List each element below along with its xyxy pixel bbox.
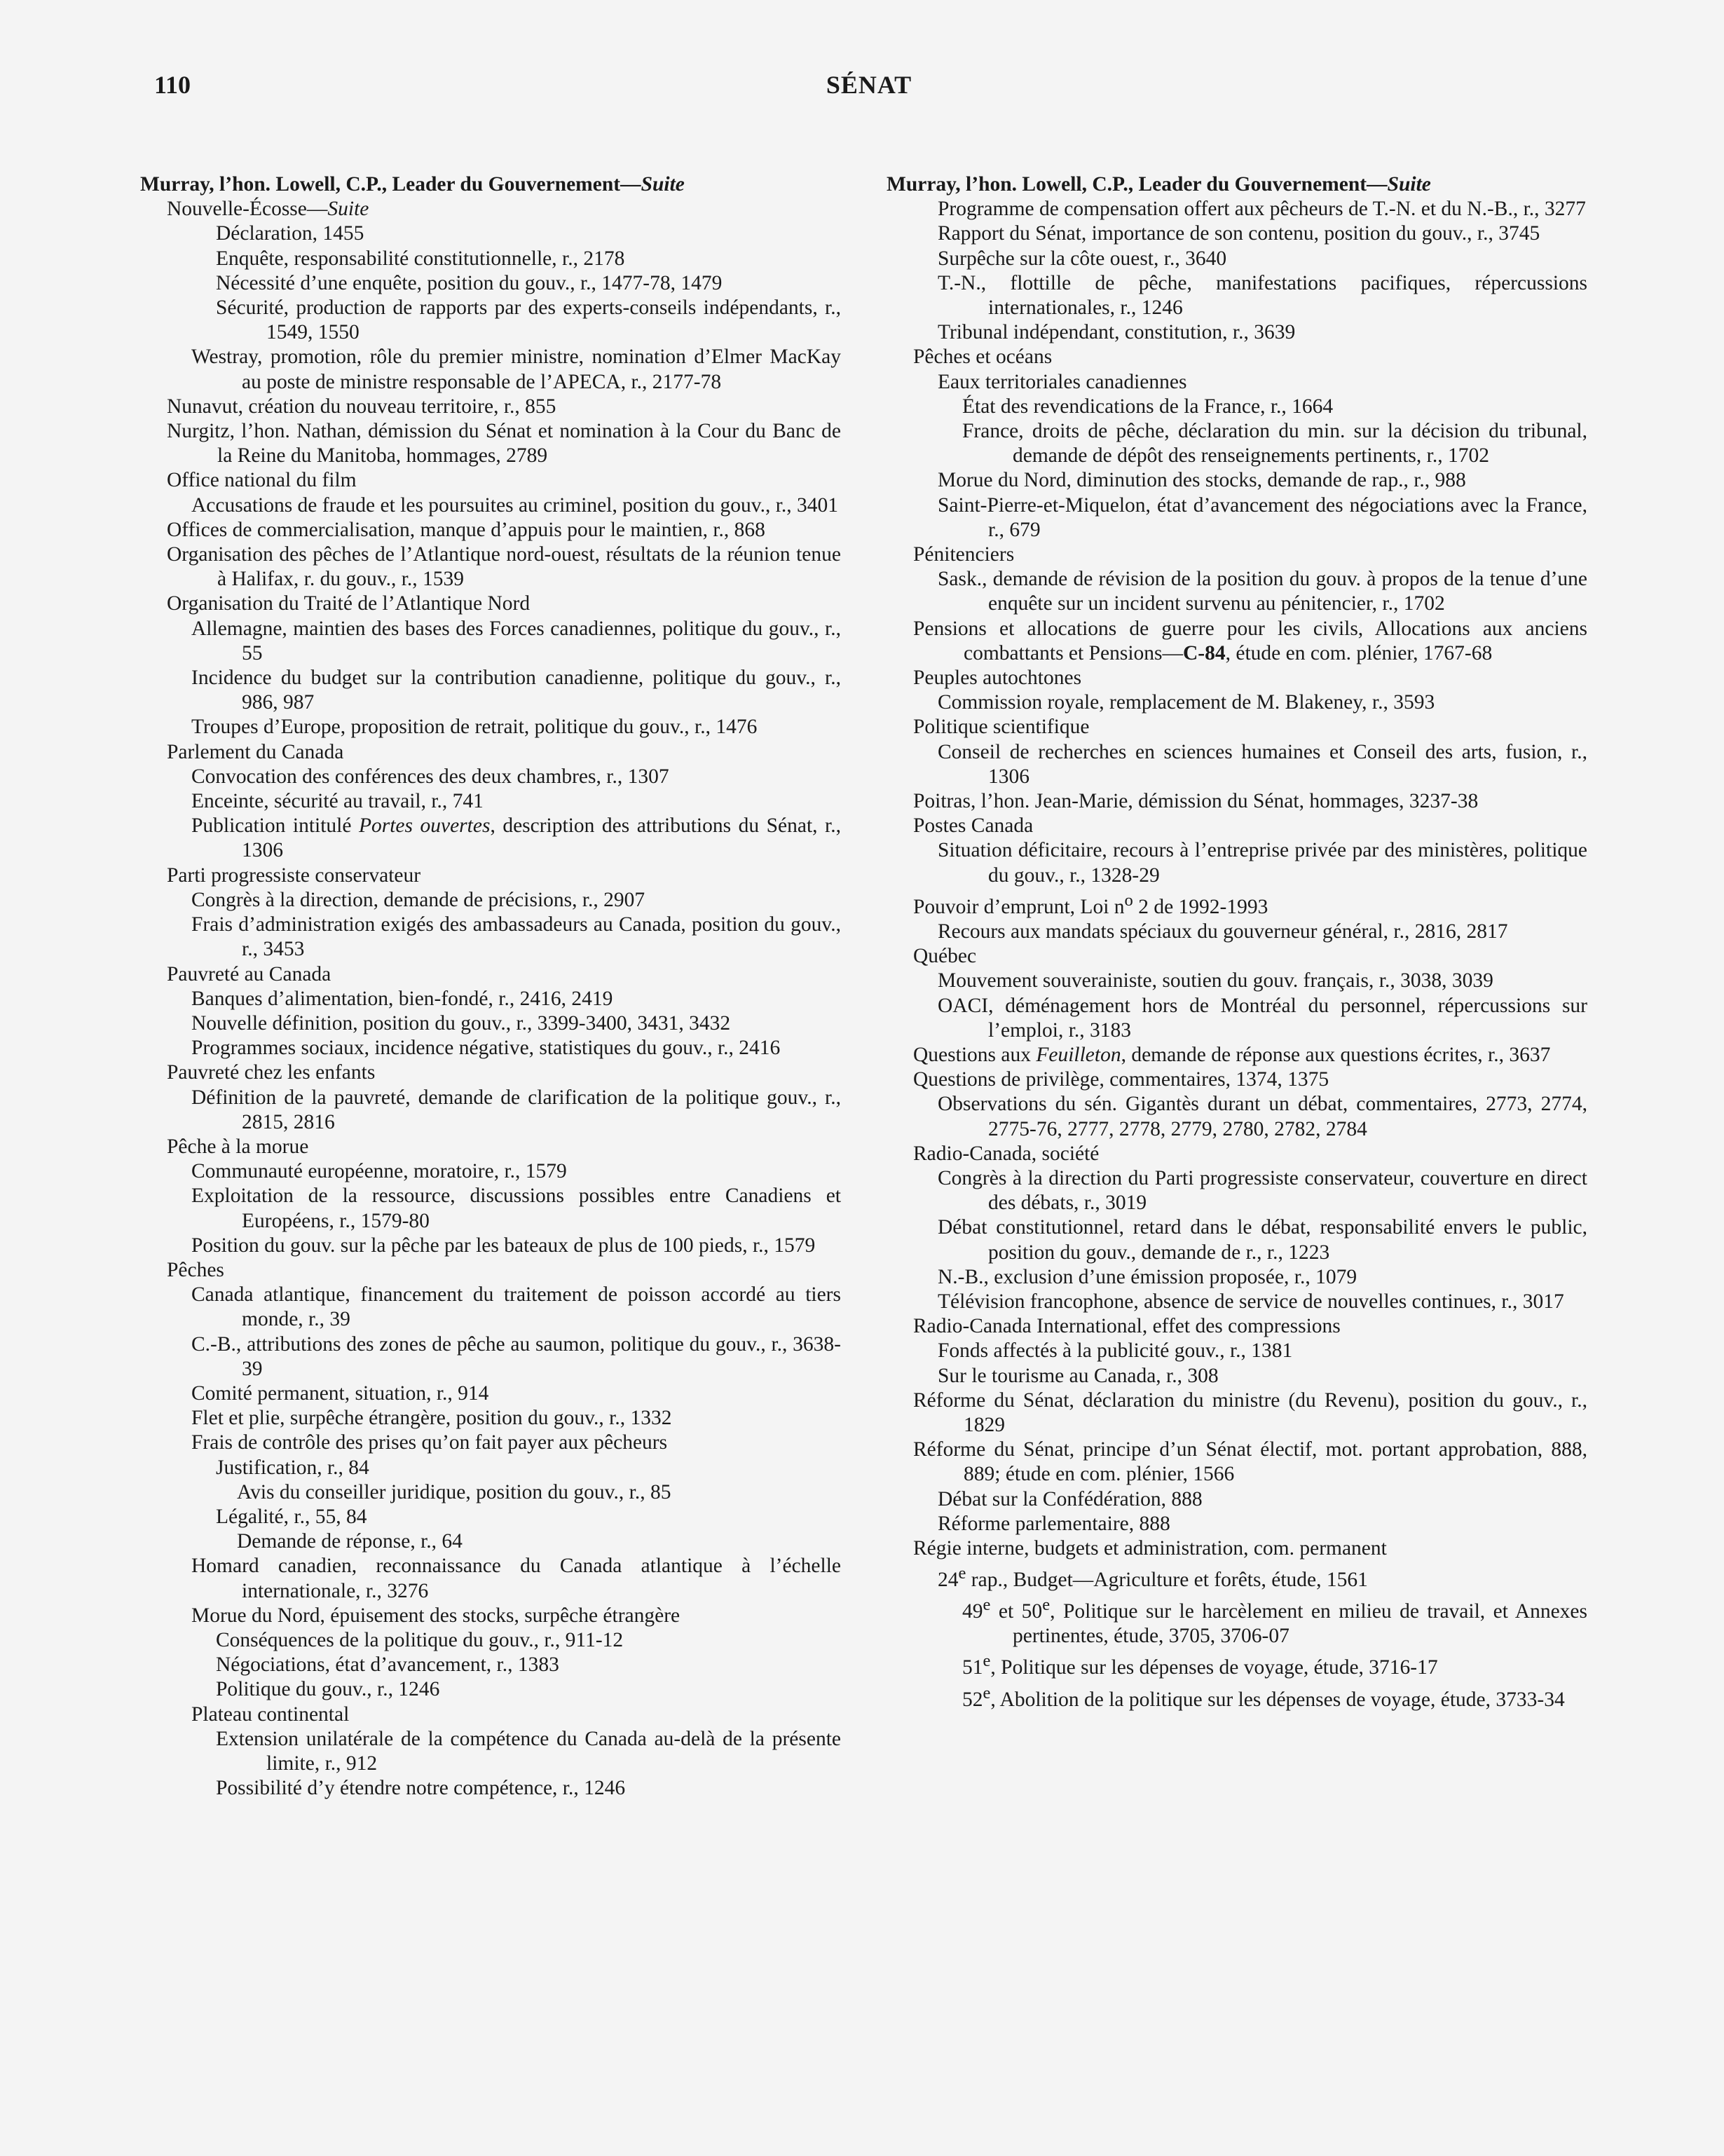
index-entry: Frais d’administration exigés des ambassadeurs au Canada, position du gouv., r., 3453: [191, 913, 841, 961]
index-entry: Pauvreté au Canada: [167, 962, 331, 985]
index-entry: Nécessité d’une enquête, position du gouv., r., 1477-78, 1479: [216, 271, 723, 294]
index-entry: Murray, l’hon. Lowell, C.P., Leader du Gouvernement—Suite: [887, 173, 1431, 196]
index-entry: Demande de réponse, r., 64: [237, 1530, 463, 1553]
index-entry: Pensions et allocations de guerre pour les civils, Allocations aux anciens combattants et Pensions—C-84, étude en com. plénier, 1767-68: [913, 617, 1587, 664]
index-entry: Organisation des pêches de l’Atlantique nord-ouest, résultats de la réunion tenue à Halifax, r. du gouv., r., 1539: [167, 543, 841, 591]
index-entry: Frais de contrôle des prises qu’on fait payer aux pêcheurs: [191, 1431, 668, 1454]
index-entry: Canada atlantique, financement du traitement de poisson accordé au tiers monde, r., 39: [191, 1283, 841, 1331]
index-entry: Télévision francophone, absence de service de nouvelles continues, r., 3017: [938, 1290, 1564, 1313]
index-entry: Fonds affectés à la publicité gouv., r., 1381: [938, 1339, 1293, 1363]
page-number: 110: [154, 71, 191, 99]
index-entry: Comité permanent, situation, r., 914: [191, 1381, 489, 1405]
index-entry: Possibilité d’y étendre notre compétence, r., 1246: [216, 1777, 626, 1800]
index-entry: Congrès à la direction, demande de précisions, r., 2907: [191, 888, 645, 911]
index-entry: Murray, l’hon. Lowell, C.P., Leader du Gouvernement—Suite: [140, 173, 685, 196]
index-entry: Commission royale, remplacement de M. Blakeney, r., 3593: [938, 691, 1435, 714]
index-entry: Négociations, état d’avancement, r., 1383: [216, 1653, 559, 1677]
index-entry: Sécurité, production de rapports par des experts-conseils indépendants, r., 1549, 1550: [216, 296, 841, 344]
index-entry: Questions aux Feuilleton, demande de réponse aux questions écrites, r., 3637: [913, 1043, 1551, 1066]
index-entry: Conséquences de la politique du gouv., r., 911-12: [216, 1628, 624, 1651]
index-entry: Allemagne, maintien des bases des Forces canadiennes, politique du gouv., r., 55: [191, 617, 841, 664]
index-entry: Eaux territoriales canadiennes: [938, 370, 1187, 393]
index-entry: OACI, déménagement hors de Montréal du personnel, répercussions sur l’emploi, r., 3183: [938, 994, 1587, 1042]
index-entry: Enceinte, sécurité au travail, r., 741: [191, 790, 484, 813]
index-entry: Publication intitulé Portes ouvertes, description des attributions du Sénat, r., 1306: [191, 814, 841, 862]
index-entry: Offices de commercialisation, manque d’appuis pour le maintien, r., 868: [167, 518, 765, 541]
index-entry: Homard canadien, reconnaissance du Canada atlantique à l’échelle internationale, r., 3276: [191, 1555, 841, 1602]
index-entry: Communauté européenne, moratoire, r., 1579: [191, 1160, 567, 1183]
index-entry: Congrès à la direction du Parti progressiste conservateur, couverture en direct des débats, r., 3019: [938, 1166, 1587, 1215]
index-column-left: [140, 172, 841, 1801]
index-entry: Pénitenciers: [913, 543, 1015, 566]
running-title: SÉNAT: [826, 71, 912, 99]
index-entry: Programme de compensation offert aux pêcheurs de T.-N. et du N.-B., r., 3277: [938, 198, 1586, 221]
index-entry: Définition de la pauvreté, demande de clarification de la politique gouv., r., 2815, 2816: [191, 1086, 841, 1133]
index-entry: Programmes sociaux, incidence négative, statistiques du gouv., r., 2416: [191, 1037, 781, 1060]
index-entry: Nurgitz, l’hon. Nathan, démission du Sénat et nomination à la Cour du Banc de la Reine du Manitoba, hommages, 2789: [167, 420, 841, 468]
index-entry: T.-N., flottille de pêche, manifestations pacifiques, répercussions internationales, r., 1246: [938, 271, 1587, 320]
index-entry: Postes Canada: [913, 814, 1034, 838]
index-entry: Westray, promotion, rôle du premier ministre, nomination d’Elmer MacKay au poste de ministre responsable de l’APECA, r., 2177-78: [191, 346, 841, 393]
index-entry: Surpêche sur la côte ouest, r., 3640: [938, 247, 1227, 270]
index-entry: Office national du film: [167, 469, 357, 492]
index-entry: Convocation des conférences des deux chambres, r., 1307: [191, 765, 669, 788]
index-entry: Radio-Canada International, effet des compressions: [913, 1315, 1341, 1338]
index-entry: Pêches et océans: [913, 346, 1053, 369]
index-entry: C.-B., attributions des zones de pêche au saumon, politique du gouv., r., 3638-39: [191, 1332, 841, 1380]
index-entry: Pêches: [167, 1258, 224, 1281]
index-entry: Incidence du budget sur la contribution canadienne, politique du gouv., r., 986, 987: [191, 667, 841, 714]
index-entry: Enquête, responsabilité constitutionnelle, r., 2178: [216, 247, 625, 270]
index-entry: 52e, Abolition de la politique sur les dépenses de voyage, étude, 3733-34: [962, 1683, 1565, 1711]
index-entry: Recours aux mandats spéciaux du gouverneur général, r., 2816, 2817: [938, 920, 1508, 943]
index-entry: Sur le tourisme au Canada, r., 308: [938, 1364, 1219, 1387]
index-entry: France, droits de pêche, déclaration du min. sur la décision du tribunal, demande de dépôt des renseignements pertinents, r., 1702: [962, 420, 1587, 468]
index-entry: 49e et 50e, Politique sur le harcèlement en milieu de travail, et Annexes pertinentes, étude, 3705, 3706-07: [962, 1595, 1587, 1648]
index-entry: Pauvreté chez les enfants: [167, 1061, 376, 1084]
index-entry: Politique du gouv., r., 1246: [216, 1678, 440, 1701]
index-entry: Parlement du Canada: [167, 740, 344, 763]
index-entry: Saint-Pierre-et-Miquelon, état d’avancement des négociations avec la France, r., 679: [938, 493, 1587, 541]
index-entry: Exploitation de la ressource, discussions possibles entre Canadiens et Européens, r., 1579-80: [191, 1185, 841, 1232]
index-entry: 24e rap., Budget—Agriculture et forêts, étude, 1561: [938, 1564, 1368, 1592]
index-entry: Tribunal indépendant, constitution, r., 3639: [938, 321, 1296, 344]
index-entry: Questions de privilège, commentaires, 1374, 1375: [913, 1068, 1329, 1091]
index-entry: Débat sur la Confédération, 888: [938, 1487, 1203, 1510]
index-entry: Banques d’alimentation, bien-fondé, r., 2416, 2419: [191, 987, 613, 1010]
index-entry: Nunavut, création du nouveau territoire, r., 855: [167, 395, 556, 418]
index-entry: Accusations de fraude et les poursuites au criminel, position du gouv., r., 3401: [191, 493, 839, 517]
index-entry: Justification, r., 84: [216, 1456, 369, 1479]
index-entry: Réforme du Sénat, déclaration du ministre (du Revenu), position du gouv., r., 1829: [913, 1389, 1587, 1436]
index-entry: Nouvelle définition, position du gouv., r., 3399-3400, 3431, 3432: [191, 1011, 731, 1035]
index-entry: Radio-Canada, société: [913, 1142, 1100, 1165]
index-entry: Réforme du Sénat, principe d’un Sénat électif, mot. portant approbation, 888, 889; étude en com. plénier, 1566: [913, 1438, 1587, 1486]
index-entry: Morue du Nord, diminution des stocks, demande de rap., r., 988: [938, 469, 1466, 492]
index-entry: Déclaration, 1455: [216, 222, 364, 245]
index-entry: Organisation du Traité de l’Atlantique Nord: [167, 592, 531, 615]
index-entry: 51e, Politique sur les dépenses de voyage, étude, 3716-17: [962, 1651, 1438, 1679]
index-entry: Rapport du Sénat, importance de son contenu, position du gouv., r., 3745: [938, 222, 1540, 245]
index-entry: Politique scientifique: [913, 716, 1090, 739]
index-column-right: [887, 172, 1587, 1712]
index-entry: Peuples autochtones: [913, 667, 1082, 690]
index-entry: Légalité, r., 55, 84: [216, 1505, 367, 1528]
index-entry: Régie interne, budgets et administration, com. permanent: [913, 1537, 1387, 1560]
index-entry: Plateau continental: [191, 1703, 350, 1726]
index-entry: Avis du conseiller juridique, position du gouv., r., 85: [237, 1480, 671, 1503]
index-entry: Conseil de recherches en sciences humaines et Conseil des arts, fusion, r., 1306: [938, 740, 1587, 788]
index-entry: Réforme parlementaire, 888: [938, 1512, 1170, 1535]
index-entry: Mouvement souverainiste, soutien du gouv. français, r., 3038, 3039: [938, 969, 1493, 992]
index-entry: Débat constitutionnel, retard dans le débat, responsabilité envers le public, position du gouv., demande de r., r., 1223: [938, 1216, 1587, 1264]
index-entry: Morue du Nord, épuisement des stocks, surpêche étrangère: [191, 1604, 680, 1627]
index-entry: Pouvoir d’emprunt, Loi $n^o$ 2 de 1992-1993: [913, 890, 1268, 918]
index-entry: Troupes d’Europe, proposition de retrait, politique du gouv., r., 1476: [191, 716, 758, 739]
index-entry: Position du gouv. sur la pêche par les bateaux de plus de 100 pieds, r., 1579: [191, 1234, 816, 1257]
index-entry: Poitras, l’hon. Jean-Marie, démission du Sénat, hommages, 3237-38: [913, 790, 1479, 813]
page-header: [154, 70, 1584, 112]
index-entry: Sask., demande de révision de la position du gouv. à propos de la tenue d’une enquête sur un incident survenu au pénitencier, r., 1702: [938, 568, 1587, 615]
index-entry: Parti progressiste conservateur: [167, 864, 421, 887]
index-entry: Situation déficitaire, recours à l’entreprise privée par des ministères, politique du gouv., r., 1328-29: [938, 839, 1587, 887]
index-entry: Québec: [913, 945, 977, 968]
index-entry: État des revendications de la France, r., 1664: [962, 395, 1334, 418]
index-entry: Pêche à la morue: [167, 1135, 309, 1158]
index-entry: Nouvelle-Écosse—Suite: [167, 198, 369, 221]
index-entry: N.-B., exclusion d’une émission proposée, r., 1079: [938, 1265, 1357, 1288]
index-entry: Flet et plie, surpêche étrangère, position du gouv., r., 1332: [191, 1407, 672, 1430]
index-entry: Extension unilatérale de la compétence du Canada au-delà de la présente limite, r., 912: [216, 1727, 841, 1775]
index-entry: Observations du sén. Gigantès durant un débat, commentaires, 2773, 2774, 2775-76, 2777, 2778, 2779, 2780, 2782, 2784: [938, 1093, 1587, 1140]
